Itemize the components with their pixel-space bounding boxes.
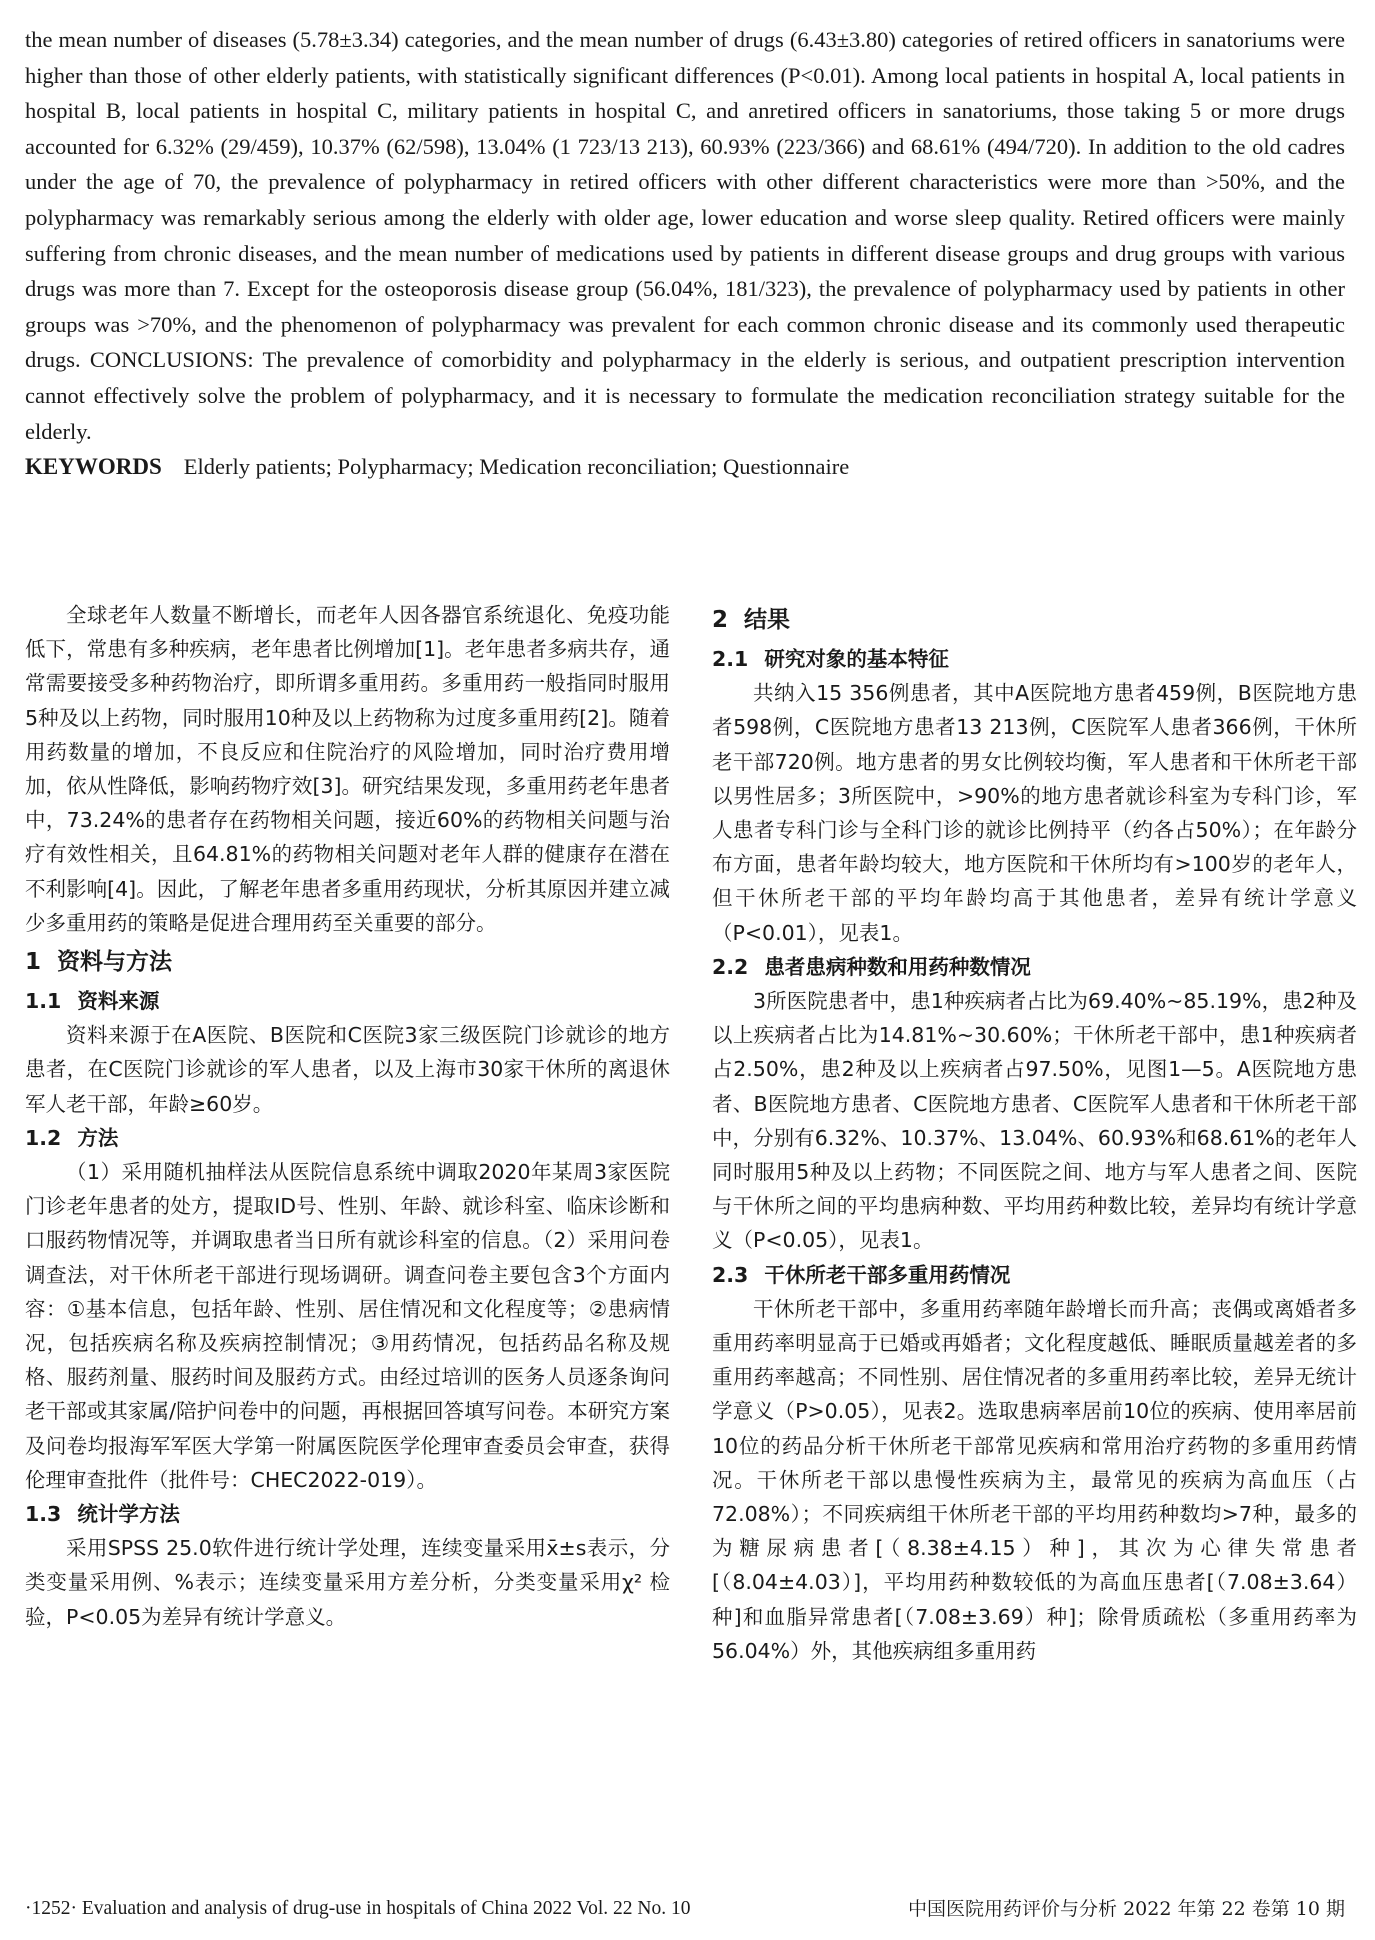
footer-left: ·1252· Evaluation and analysis of drug-use in hospitals of China 2022 Vol. 22 No. 10 xyxy=(25,1898,691,1919)
intro-paragraph: 全球老年人数量不断增长，而老年人因各器官系统退化、免疫功能低下，常患有多种疾病，老年患者比例增加[1]。老年患者多病共存，通常需要接受多种药物治疗，即所谓多重用药。多重用药一般指同时服用5种及以上药物，同时服用10种及以上药物称为过度多重用药[2]。随着用药数量的增加，不良反应和住院治疗的风险增加，同时治疗费用增加，依从性降低，影响药物疗效[3]。研究结果发现，多重用药老年患者中，73.24%的患者存在药物相关问题，接近60%的药物相关问题与治疗有效性相关，且64.81%的药物相关问题对老年人群的健康存在潜在不利影响[4]。因此，了解老年患者多重用药现状，分析其原因并建立减少多重用药的策略是促进合理用药至关重要的部分。 xyxy=(25,603,670,935)
section-2-heading xyxy=(712,600,1357,640)
section-2-title: 结果 xyxy=(744,607,791,633)
section-1-1-title: 资料来源 xyxy=(77,989,160,1014)
section-1-1-number: 1.1 xyxy=(25,989,62,1014)
abstract-english xyxy=(25,22,1345,485)
keywords-line xyxy=(25,449,1345,485)
section-1-title: 资料与方法 xyxy=(57,949,173,976)
section-2-3-number: 2.3 xyxy=(712,1262,749,1287)
section-1-3-number: 1.3 xyxy=(25,1502,62,1527)
section-2-1-number: 2.1 xyxy=(712,647,749,671)
page-footer xyxy=(25,1895,1345,1923)
footer-right: 中国医院用药评价与分析 2022 年第 22 卷第 10 期 xyxy=(908,1898,1345,1920)
right-column xyxy=(712,598,1357,1668)
section-2-2-title: 患者患病种数和用药种数情况 xyxy=(764,954,1031,979)
section-2-1-text: 共纳入15 356例患者，其中A医院地方患者459例，B医院地方患者598例，C医院地方患者13 213例，C医院军人患者366例，干休所老干部720例。地方患者的男女比例较均衡，军人患者和干休所老干部以男性居多；3所医院中，>90%的地方患者就诊科室为专科门诊，军人患者专科门诊与全科门诊的就诊比例持平（约各占50%）；在年龄分布方面，患者年龄均较大，地方医院和干休所均有>100岁的老年人，但干休所老干部的平均年龄均高于其他患者，差异有统计学意义（P<0.01），见表1。 xyxy=(712,681,1357,945)
left-column xyxy=(25,598,670,1634)
section-1-2-text: （1）采用随机抽样法从医院信息系统中调取2020年某周3家医院门诊老年患者的处方，提取ID号、性别、年龄、就诊科室、临床诊断和口服药物情况等，并调取患者当日所有就诊科室的信息。（2）采用问卷调查法，对干休所老干部进行现场调研。调查问卷主要包含3个方面内容：①基本信息，包括年龄、性别、居住情况和文化程度等；②患病情况，包括疾病名称及疾病控制情况；③用药情况，包括药品名称及规格、服药剂量、服药时间及服药方式。由经过培训的医务人员逐条询问老干部或其家属/陪护问卷中的问题，再根据回答填写问卷。本研究方案及问卷均报海军军医大学第一附属医院医学伦理审查委员会审查，获得伦理审查批件（批件号：CHEC2022-019）。 xyxy=(25,1160,670,1492)
section-1-3-heading xyxy=(25,1497,670,1531)
section-1-2-title: 方法 xyxy=(77,1125,119,1150)
section-2-number: 2 xyxy=(712,607,729,633)
section-2-3-text: 干休所老干部中，多重用药率随年龄增长而升高；丧偶或离婚者多重用药率明显高于已婚或再婚者；文化程度越低、睡眠质量越差者的多重用药率越高；不同性别、居住情况者的多重用药率比较，差异无统计学意义（P>0.05），见表2。选取患病率居前10位的疾病、使用率居前10位的药品分析干休所老干部常见疾病和常用治疗药物的多重用药情况。干休所老干部以患慢性疾病为主，最常见的疾病为高血压（占72.08%）；不同疾病组干休所老干部的平均用药种数均>7种，最多的为糖尿病患者[（8.38±4.15）种]，其次为心律失常患者[（8.04±4.03）]，平均用药种数较低的为高血压患者[（7.08±3.64）种]和血脂异常患者[（7.08±3.69）种]；除骨质疏松（多重用药率为56.04%）外，其他疾病组多重用药 xyxy=(712,1296,1357,1663)
section-2-1-heading xyxy=(712,642,1357,676)
keywords-text: Elderly patients; Polypharmacy; Medication reconciliation; Questionnaire xyxy=(183,454,850,480)
section-2-2-heading xyxy=(712,950,1357,984)
section-1-1-text: 资料来源于在A医院、B医院和C医院3家三级医院门诊就诊的地方患者，在C医院门诊就诊的军人患者，以及上海市30家干休所的离退休军人老干部，年龄≥60岁。 xyxy=(25,1023,670,1116)
section-1-1-heading xyxy=(25,984,670,1018)
section-1-2-number: 1.2 xyxy=(25,1125,62,1150)
section-2-2-text: 3所医院患者中，患1种疾病者占比为69.40%~85.19%，患2种及以上疾病者占比为14.81%~30.60%；干休所老干部中，患1种疾病者占2.50%，患2种及以上疾病者占97.50%，见图1—5。A医院地方患者、B医院地方患者、C医院地方患者、C医院军人患者和干休所老干部中，分别有6.32%、10.37%、13.04%、60.93%和68.61%的老年人同时服用5种及以上药物；不同医院之间、地方与军人患者之间、医院与干休所之间的平均患病种数、平均用药种数比较，差异均有统计学意义（P<0.05），见表1。 xyxy=(712,989,1357,1253)
section-2-3-heading xyxy=(712,1258,1357,1292)
section-1-2-heading xyxy=(25,1121,670,1155)
section-1-3-title: 统计学方法 xyxy=(77,1502,180,1527)
section-1-number: 1 xyxy=(25,949,42,976)
keywords-label: KEYWORDS xyxy=(25,454,162,480)
section-1-3-text: 采用SPSS 25.0软件进行统计学处理，连续变量采用x̄±s表示，分类变量采用例、%表示；连续变量采用方差分析，分类变量采用χ² 检验，P<0.05为差异有统计学意义。 xyxy=(25,1536,670,1629)
abstract-paragraph: the mean number of diseases (5.78±3.34) categories, and the mean number of drugs (6.43±3.80) categories of retired officers in sanatoriums were higher than those of other elderly patients, with statistically significant differences (P<0.01). Among local patients in hospital A, local patients in hospital B, local patients in hospital C, military patients in hospital C, and anretired officers in sanatoriums, those taking 5 or more drugs accounted for 6.32% (29/459), 10.37% (62/598), 13.04% (1 723/13 213), 60.93% (223/366) and 68.61% (494/720). In addition to the old cadres under the age of 70, the prevalence of polypharmacy in retired officers with other different characteristics were more than >50%, and the polypharmacy was remarkably serious among the elderly with older age, lower education and worse sleep quality. Retired officers were mainly suffering from chronic diseases, and the mean number of medications used by patients in different disease groups and drug groups with various drugs was more than 7. Except for the osteoporosis disease group (56.04%, 181/323), the prevalence of polypharmacy used by patients in other groups was >70%, and the phenomenon of polypharmacy was prevalent for each common chronic disease and its commonly used therapeutic drugs. CONCLUSIONS: The prevalence of comorbidity and polypharmacy in the elderly is serious, and outpatient prescription intervention cannot effectively solve the problem of polypharmacy, and it is necessary to formulate the medication reconciliation strategy suitable for the elderly. xyxy=(25,27,1345,444)
section-2-3-title: 干休所老干部多重用药情况 xyxy=(764,1262,1011,1287)
section-1-heading xyxy=(25,942,670,982)
section-2-1-title: 研究对象的基本特征 xyxy=(764,647,949,671)
section-2-2-number: 2.2 xyxy=(712,954,749,979)
